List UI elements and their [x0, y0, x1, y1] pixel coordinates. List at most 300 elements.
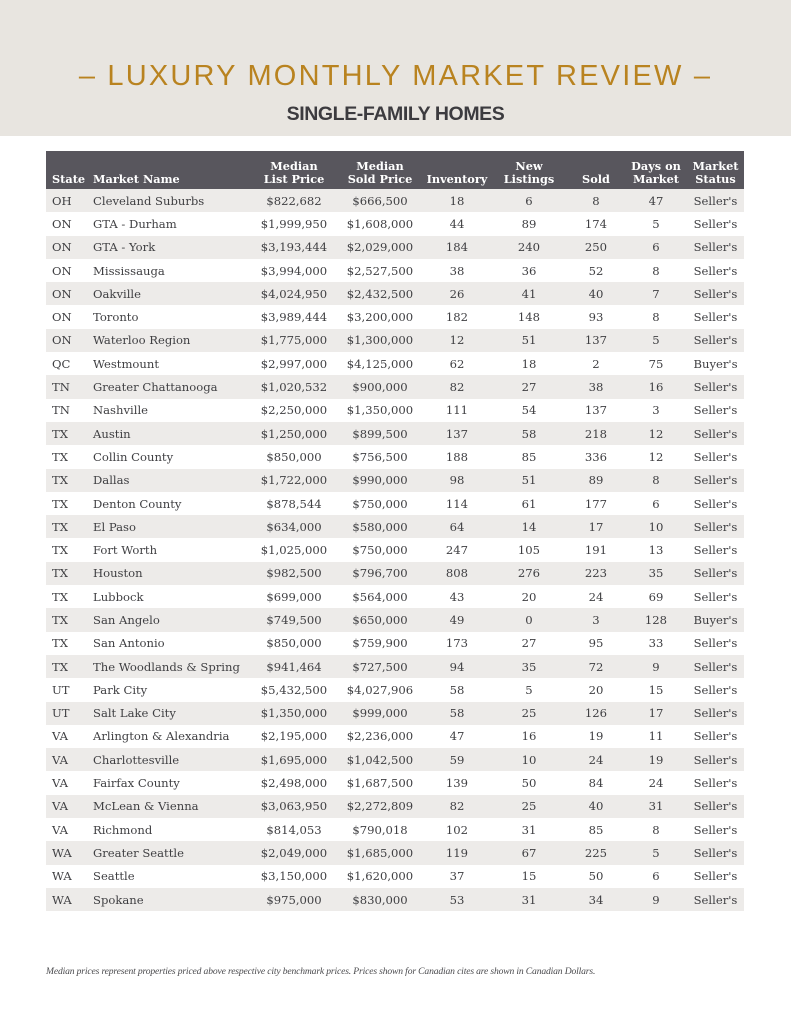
cell-median-sold-price: $1,300,000: [346, 333, 414, 348]
cell-median-sold-price: $727,500: [352, 659, 408, 674]
cell-median-sold-price: $564,000: [352, 589, 408, 604]
cell-inventory: 247: [445, 543, 469, 558]
cell-median-sold-price: $1,042,500: [346, 752, 414, 767]
cell-sold: 89: [588, 473, 604, 488]
cell-days-on-market: 8: [652, 263, 660, 278]
cell-market-status: Seller's: [693, 566, 738, 581]
column-header-line2: Listings: [503, 172, 555, 186]
cell-market-status: Seller's: [693, 799, 738, 814]
column-header-median-list-price: [251, 151, 337, 189]
column-header-line2: Market: [632, 172, 679, 186]
cell-market-status: Buyer's: [693, 356, 738, 371]
cell-days-on-market: 9: [652, 892, 660, 907]
cell-market-status: Seller's: [693, 286, 738, 301]
cell-market-name: Lubbock: [93, 589, 144, 604]
cell-days-on-market: 75: [648, 356, 664, 371]
cell-days-on-market: 3: [652, 403, 660, 418]
column-header-line2: Sold Price: [347, 172, 413, 186]
cell-median-sold-price: $830,000: [352, 892, 408, 907]
header-row: [46, 151, 744, 189]
column-header-median-sold-price: [337, 151, 423, 189]
cell-market-status: Seller's: [693, 380, 738, 395]
cell-sold: 24: [588, 589, 604, 604]
cell-sold: 50: [588, 869, 604, 884]
cell-sold: 84: [588, 776, 604, 791]
cell-days-on-market: 16: [648, 380, 664, 395]
cell-median-sold-price: $4,125,000: [346, 356, 414, 371]
cell-median-list-price: $1,695,000: [260, 752, 328, 767]
cell-median-list-price: $749,500: [266, 612, 322, 627]
cell-median-list-price: $3,994,000: [260, 263, 328, 278]
cell-market-name: Westmount: [93, 356, 160, 371]
table-row: [46, 236, 744, 259]
cell-inventory: 114: [445, 496, 469, 511]
cell-inventory: 26: [449, 286, 465, 301]
cell-state: TX: [52, 543, 68, 558]
cell-new-listings: 50: [521, 776, 537, 791]
cell-days-on-market: 17: [648, 706, 664, 721]
column-header-line1: Median: [270, 159, 318, 173]
cell-market-name: Greater Seattle: [93, 845, 184, 860]
cell-market-status: Seller's: [693, 706, 738, 721]
cell-market-status: Seller's: [693, 403, 738, 418]
cell-days-on-market: 8: [652, 310, 660, 325]
cell-median-sold-price: $796,700: [352, 566, 408, 581]
cell-market-name: Greater Chattanooga: [93, 380, 218, 395]
cell-median-list-price: $2,250,000: [260, 403, 328, 418]
cell-median-list-price: $4,024,950: [260, 286, 328, 301]
cell-market-name: Charlottesville: [93, 752, 180, 767]
cell-state: TX: [52, 612, 68, 627]
cell-market-name: Salt Lake City: [93, 706, 176, 721]
cell-median-list-price: $1,999,950: [260, 216, 328, 231]
cell-new-listings: 85: [521, 449, 537, 464]
table-row: [46, 305, 744, 328]
cell-market-status: Seller's: [693, 449, 738, 464]
market-table: [46, 151, 744, 911]
cell-median-sold-price: $990,000: [352, 473, 408, 488]
cell-days-on-market: 6: [652, 869, 660, 884]
cell-state: TX: [52, 496, 68, 511]
cell-days-on-market: 128: [644, 612, 668, 627]
cell-median-sold-price: $1,608,000: [346, 216, 414, 231]
cell-days-on-market: 24: [648, 776, 664, 791]
cell-market-status: Seller's: [693, 193, 738, 208]
cell-sold: 52: [588, 263, 604, 278]
cell-new-listings: 51: [521, 473, 537, 488]
cell-market-name: Nashville: [93, 403, 149, 418]
table-row: [46, 702, 744, 725]
cell-market-name: Richmond: [93, 822, 153, 837]
cell-inventory: 47: [449, 729, 465, 744]
cell-days-on-market: 47: [648, 193, 664, 208]
cell-inventory: 139: [445, 776, 469, 791]
cell-sold: 34: [588, 892, 604, 907]
cell-inventory: 53: [449, 892, 465, 907]
cell-days-on-market: 12: [648, 449, 664, 464]
table-row: [46, 282, 744, 305]
page-title: – LUXURY MONTHLY MARKET REVIEW –: [78, 60, 713, 92]
cell-median-list-price: $2,195,000: [260, 729, 328, 744]
cell-inventory: 94: [449, 659, 465, 674]
cell-median-list-price: $2,049,000: [260, 845, 328, 860]
cell-median-list-price: $699,000: [266, 589, 322, 604]
cell-inventory: 43: [449, 589, 465, 604]
cell-median-sold-price: $790,018: [352, 822, 408, 837]
cell-market-status: Seller's: [693, 473, 738, 488]
cell-sold: 95: [588, 636, 604, 651]
cell-median-list-price: $941,464: [266, 659, 322, 674]
cell-market-name: Spokane: [93, 892, 144, 907]
table-row: [46, 329, 744, 352]
cell-market-status: Seller's: [693, 752, 738, 767]
cell-inventory: 82: [449, 799, 465, 814]
cell-median-sold-price: $750,000: [352, 496, 408, 511]
cell-median-sold-price: $756,500: [352, 449, 408, 464]
cell-median-sold-price: $650,000: [352, 612, 408, 627]
cell-new-listings: 20: [521, 589, 537, 604]
cell-market-status: Seller's: [693, 216, 738, 231]
table-row: [46, 538, 744, 561]
cell-new-listings: 27: [521, 636, 537, 651]
cell-inventory: 184: [445, 240, 469, 255]
cell-new-listings: 31: [521, 822, 537, 837]
cell-new-listings: 148: [517, 310, 541, 325]
cell-market-name: Mississauga: [93, 263, 165, 278]
cell-new-listings: 6: [525, 193, 533, 208]
cell-market-status: Seller's: [693, 729, 738, 744]
cell-market-status: Seller's: [693, 263, 738, 278]
cell-median-sold-price: $1,620,000: [346, 869, 414, 884]
cell-median-list-price: $814,053: [266, 822, 322, 837]
cell-days-on-market: 6: [652, 496, 660, 511]
cell-market-status: Seller's: [693, 496, 738, 511]
table-row: [46, 632, 744, 655]
cell-median-sold-price: $1,687,500: [346, 776, 414, 791]
cell-new-listings: 89: [521, 216, 537, 231]
cell-state: ON: [52, 263, 72, 278]
cell-median-sold-price: $2,029,000: [346, 240, 414, 255]
cell-inventory: 137: [445, 426, 469, 441]
cell-days-on-market: 8: [652, 822, 660, 837]
cell-days-on-market: 33: [648, 636, 664, 651]
cell-new-listings: 105: [517, 543, 541, 558]
cell-median-list-price: $975,000: [266, 892, 322, 907]
table-row: [46, 492, 744, 515]
cell-inventory: 12: [449, 333, 465, 348]
cell-days-on-market: 9: [652, 659, 660, 674]
cell-new-listings: 276: [517, 566, 541, 581]
cell-state: TX: [52, 636, 68, 651]
cell-median-sold-price: $580,000: [352, 519, 408, 534]
table-row: [46, 212, 744, 235]
cell-market-name: GTA - York: [93, 240, 156, 255]
cell-new-listings: 0: [525, 612, 533, 627]
cell-sold: 250: [584, 240, 608, 255]
column-header-line2: State: [52, 172, 86, 186]
cell-median-sold-price: $759,900: [352, 636, 408, 651]
cell-market-status: Seller's: [693, 240, 738, 255]
cell-state: WA: [52, 892, 72, 907]
cell-new-listings: 25: [521, 706, 537, 721]
cell-sold: 137: [584, 333, 608, 348]
cell-state: TX: [52, 566, 68, 581]
cell-sold: 191: [584, 543, 608, 558]
cell-sold: 223: [584, 566, 608, 581]
cell-market-name: San Angelo: [93, 612, 160, 627]
column-header-state: [46, 151, 93, 189]
table-row: [46, 608, 744, 631]
cell-state: VA: [52, 776, 68, 791]
cell-sold: 336: [584, 449, 608, 464]
cell-inventory: 188: [445, 449, 469, 464]
cell-inventory: 808: [445, 566, 469, 581]
cell-market-status: Buyer's: [693, 612, 738, 627]
cell-inventory: 59: [449, 752, 465, 767]
cell-state: UT: [52, 706, 70, 721]
cell-state: TX: [52, 589, 68, 604]
cell-inventory: 98: [449, 473, 465, 488]
table-row: [46, 445, 744, 468]
table-row: [46, 352, 744, 375]
column-header-line2: Inventory: [426, 172, 488, 186]
cell-median-sold-price: $750,000: [352, 543, 408, 558]
cell-sold: 19: [588, 729, 604, 744]
cell-median-sold-price: $900,000: [352, 380, 408, 395]
cell-state: UT: [52, 682, 70, 697]
column-header-sold: [567, 151, 625, 189]
cell-market-name: El Paso: [93, 519, 136, 534]
cell-new-listings: 14: [521, 519, 537, 534]
cell-sold: 3: [592, 612, 600, 627]
cell-market-name: GTA - Durham: [93, 216, 177, 231]
cell-days-on-market: 19: [648, 752, 664, 767]
column-header-inventory: [423, 151, 491, 189]
cell-market-status: Seller's: [693, 310, 738, 325]
table-row: [46, 748, 744, 771]
cell-median-list-price: $850,000: [266, 449, 322, 464]
cell-new-listings: 36: [521, 263, 537, 278]
cell-days-on-market: 5: [652, 845, 660, 860]
cell-inventory: 58: [449, 706, 465, 721]
cell-median-sold-price: $2,236,000: [346, 729, 414, 744]
cell-new-listings: 31: [521, 892, 537, 907]
cell-inventory: 58: [449, 682, 465, 697]
cell-market-name: Austin: [93, 426, 131, 441]
column-header-days-on-market: [625, 151, 687, 189]
cell-market-name: Fort Worth: [93, 543, 158, 558]
cell-market-status: Seller's: [693, 892, 738, 907]
cell-state: ON: [52, 216, 72, 231]
cell-market-name: Seattle: [93, 869, 135, 884]
cell-market-name: Waterloo Region: [93, 333, 191, 348]
cell-inventory: 173: [445, 636, 469, 651]
cell-inventory: 182: [445, 310, 469, 325]
cell-days-on-market: 7: [652, 286, 660, 301]
header-banner: [0, 0, 791, 136]
footnote: Median prices represent properties priced above respective city benchmark prices. Prices shown for Canadian cites are shown in Canadian Dollars.: [46, 966, 596, 977]
column-header-line1: Median: [356, 159, 404, 173]
cell-sold: 20: [588, 682, 604, 697]
cell-new-listings: 41: [521, 286, 537, 301]
cell-state: TX: [52, 426, 68, 441]
cell-median-list-price: $850,000: [266, 636, 322, 651]
cell-market-status: Seller's: [693, 659, 738, 674]
cell-median-sold-price: $2,527,500: [346, 263, 414, 278]
column-header-line1: Market: [692, 159, 739, 173]
cell-median-list-price: $878,544: [266, 496, 322, 511]
cell-sold: 177: [584, 496, 608, 511]
column-header-line2: Sold: [582, 172, 610, 186]
cell-median-list-price: $1,250,000: [260, 426, 328, 441]
cell-market-status: Seller's: [693, 543, 738, 558]
cell-days-on-market: 69: [648, 589, 664, 604]
cell-new-listings: 240: [517, 240, 541, 255]
cell-days-on-market: 11: [648, 729, 664, 744]
cell-median-sold-price: $999,000: [352, 706, 408, 721]
cell-median-list-price: $982,500: [266, 566, 322, 581]
cell-market-name: San Antonio: [93, 636, 165, 651]
cell-market-status: Seller's: [693, 845, 738, 860]
cell-inventory: 37: [449, 869, 465, 884]
table-row: [46, 678, 744, 701]
cell-median-sold-price: $4,027,906: [346, 682, 414, 697]
cell-new-listings: 10: [521, 752, 537, 767]
cell-median-list-price: $3,150,000: [260, 869, 328, 884]
cell-days-on-market: 5: [652, 333, 660, 348]
cell-state: TN: [52, 403, 70, 418]
table-body: [46, 189, 744, 911]
cell-new-listings: 16: [521, 729, 537, 744]
cell-new-listings: 54: [521, 403, 537, 418]
cell-market-name: Toronto: [93, 310, 139, 325]
cell-inventory: 38: [449, 263, 465, 278]
cell-sold: 2: [592, 356, 600, 371]
cell-days-on-market: 10: [648, 519, 664, 534]
cell-new-listings: 27: [521, 380, 537, 395]
cell-sold: 17: [588, 519, 604, 534]
cell-state: TX: [52, 519, 68, 534]
column-header-market-name: [93, 151, 251, 189]
cell-sold: 225: [584, 845, 608, 860]
cell-new-listings: 18: [521, 356, 537, 371]
cell-market-name: McLean & Vienna: [93, 799, 199, 814]
cell-median-list-price: $1,350,000: [260, 706, 328, 721]
table-row: [46, 771, 744, 794]
cell-market-name: Houston: [93, 566, 143, 581]
cell-new-listings: 58: [521, 426, 537, 441]
cell-market-name: The Woodlands & Spring: [93, 659, 240, 674]
cell-median-sold-price: $2,272,809: [346, 799, 414, 814]
cell-days-on-market: 31: [648, 799, 664, 814]
cell-days-on-market: 12: [648, 426, 664, 441]
cell-market-name: Cleveland Suburbs: [93, 193, 205, 208]
cell-days-on-market: 35: [648, 566, 664, 581]
cell-state: ON: [52, 310, 72, 325]
cell-median-sold-price: $1,350,000: [346, 403, 414, 418]
cell-inventory: 49: [449, 612, 465, 627]
table-row: [46, 725, 744, 748]
cell-sold: 137: [584, 403, 608, 418]
cell-state: TX: [52, 473, 68, 488]
table-row: [46, 818, 744, 841]
cell-market-status: Seller's: [693, 519, 738, 534]
cell-state: TX: [52, 659, 68, 674]
cell-inventory: 44: [449, 216, 465, 231]
table-row: [46, 515, 744, 538]
cell-median-list-price: $3,063,950: [260, 799, 328, 814]
table-row: [46, 422, 744, 445]
cell-sold: 40: [588, 799, 604, 814]
column-header-line2: Market Name: [93, 172, 180, 186]
market-table-container: [46, 151, 744, 911]
table-row: [46, 888, 744, 911]
cell-inventory: 62: [449, 356, 465, 371]
cell-new-listings: 35: [521, 659, 537, 674]
cell-days-on-market: 5: [652, 216, 660, 231]
cell-sold: 72: [588, 659, 604, 674]
cell-inventory: 119: [445, 845, 469, 860]
cell-state: ON: [52, 286, 72, 301]
table-row: [46, 189, 744, 212]
cell-state: WA: [52, 869, 72, 884]
cell-state: ON: [52, 333, 72, 348]
cell-sold: 174: [584, 216, 608, 231]
cell-median-sold-price: $2,432,500: [346, 286, 414, 301]
cell-days-on-market: 13: [648, 543, 664, 558]
cell-sold: 40: [588, 286, 604, 301]
column-header-line1: Days on: [631, 159, 681, 173]
cell-market-name: Dallas: [93, 473, 130, 488]
cell-market-name: Oakville: [93, 286, 141, 301]
cell-median-sold-price: $899,500: [352, 426, 408, 441]
cell-market-status: Seller's: [693, 636, 738, 651]
cell-new-listings: 15: [521, 869, 537, 884]
column-header-new-listings: [491, 151, 567, 189]
column-header-line2: Status: [695, 172, 736, 186]
cell-days-on-market: 6: [652, 240, 660, 255]
cell-median-list-price: $2,498,000: [260, 776, 328, 791]
cell-new-listings: 67: [521, 845, 537, 860]
cell-sold: 24: [588, 752, 604, 767]
table-row: [46, 469, 744, 492]
cell-state: TX: [52, 449, 68, 464]
cell-sold: 8: [592, 193, 600, 208]
cell-sold: 38: [588, 380, 604, 395]
cell-new-listings: 25: [521, 799, 537, 814]
cell-median-list-price: $3,193,444: [260, 240, 328, 255]
cell-new-listings: 5: [525, 682, 533, 697]
cell-sold: 218: [584, 426, 608, 441]
table-row: [46, 375, 744, 398]
table-header: [46, 151, 744, 189]
cell-median-sold-price: $1,685,000: [346, 845, 414, 860]
cell-median-list-price: $822,682: [266, 193, 322, 208]
cell-market-status: Seller's: [693, 589, 738, 604]
cell-median-list-price: $1,020,532: [260, 380, 328, 395]
cell-days-on-market: 8: [652, 473, 660, 488]
cell-market-name: Park City: [93, 682, 148, 697]
cell-market-status: Seller's: [693, 869, 738, 884]
cell-market-name: Collin County: [93, 449, 174, 464]
cell-market-status: Seller's: [693, 822, 738, 837]
cell-market-name: Arlington & Alexandria: [93, 729, 230, 744]
cell-inventory: 111: [445, 403, 469, 418]
table-row: [46, 259, 744, 282]
table-row: [46, 865, 744, 888]
cell-sold: 93: [588, 310, 604, 325]
table-row: [46, 841, 744, 864]
